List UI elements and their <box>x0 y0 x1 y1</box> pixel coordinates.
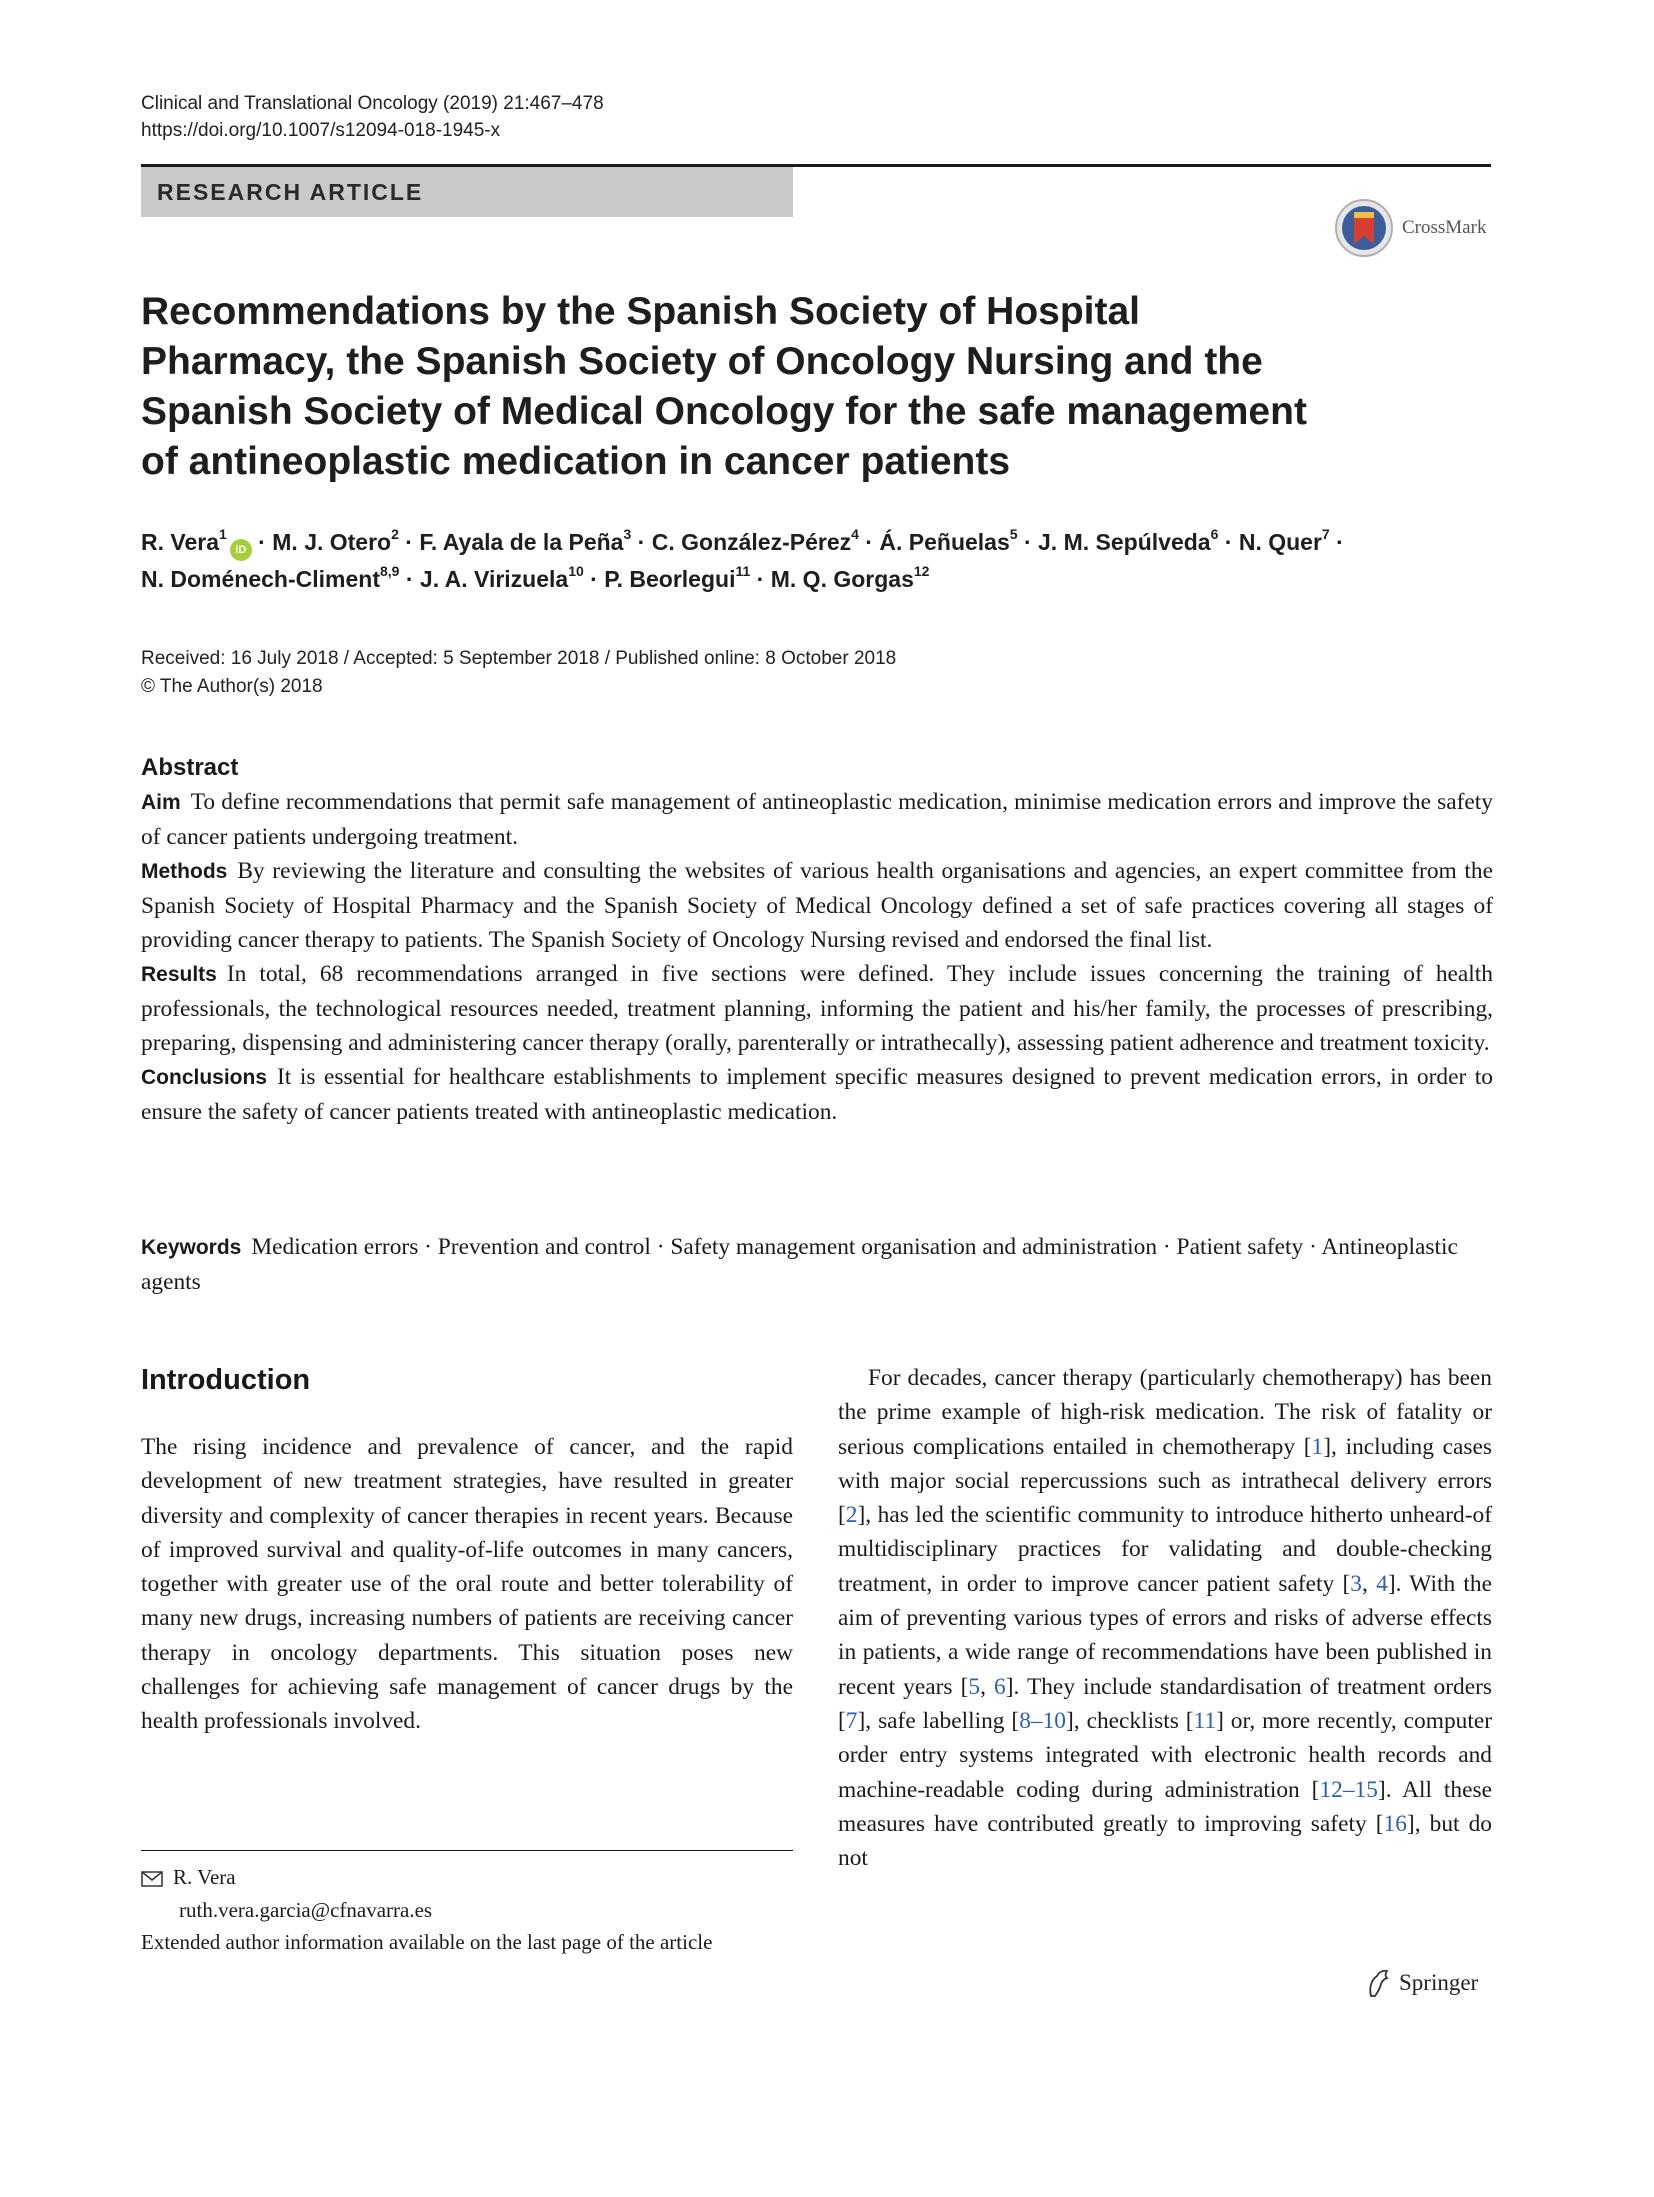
article-type-banner: RESEARCH ARTICLE <box>141 167 793 217</box>
crossmark-badge[interactable] <box>1334 196 1486 260</box>
abstract-label: Conclusions <box>141 1066 268 1089</box>
citation-link[interactable]: 16 <box>1383 1810 1407 1837</box>
author-name[interactable]: M. J. Otero <box>272 529 392 555</box>
affiliation-marker: 2 <box>391 526 399 543</box>
corresponding-author <box>141 1862 432 1925</box>
abstract <box>141 751 1493 1129</box>
publisher-name: Springer <box>1399 1970 1479 1995</box>
paragraph-text: For decades, cancer therapy (particularly chemotherapy) has been the prime example of high-risk medication. The risk of fatality or serious complications entailed in chemotherapy [ <box>838 1365 1492 1460</box>
introduction-paragraph-right <box>838 1361 1492 1875</box>
keywords <box>141 1230 1493 1299</box>
citation-link[interactable]: 11 <box>1193 1707 1217 1734</box>
citation-link[interactable]: 12–15 <box>1319 1776 1378 1803</box>
envelope-icon <box>141 1865 163 1895</box>
publisher-logo <box>1365 1968 1478 1998</box>
keywords-label: Keywords <box>141 1236 242 1259</box>
affiliation-marker: 6 <box>1210 526 1219 543</box>
paragraph-text: ], safe labelling [ <box>857 1707 1020 1734</box>
citation-link[interactable]: 1 <box>1311 1433 1324 1460</box>
crossmark-label: CrossMark <box>1402 217 1487 238</box>
affiliation-marker: 12 <box>913 563 930 580</box>
footnote-rule <box>141 1850 793 1851</box>
author-name[interactable]: J. M. Sepúlveda <box>1038 529 1211 555</box>
abstract-results <box>141 957 1493 1060</box>
article-title: Recommendations by the Spanish Society of Hospital Pharmacy, the Spanish Society of Oncology Nursing and the Spanish Society of Medical Oncology for the safe management of antineoplastic medication in cancer patients <box>141 290 1307 483</box>
author-name[interactable]: M. Q. Gorgas <box>770 566 914 592</box>
corresponding-author-name: R. Vera <box>173 1865 236 1889</box>
abstract-label: Methods <box>141 860 228 883</box>
citation-link[interactable]: 5 <box>968 1673 981 1700</box>
journal-info <box>141 90 604 144</box>
affiliation-marker: 10 <box>568 563 584 580</box>
author-name[interactable]: N. Quer <box>1238 529 1322 555</box>
crossmark-icon <box>1334 198 1394 258</box>
paragraph-text: ], including cases with major social repercussions such as intrathecal delivery errors [ <box>838 1433 1492 1529</box>
paragraph-text: ], but do not <box>838 1810 1492 1872</box>
citation-link[interactable]: 7 <box>845 1707 858 1734</box>
introduction-paragraph-left: The rising incidence and prevalence of cancer, and the rapid development of new treatment strategies, have resulted in greater diversity and complexity of cancer therapies in recent years. Because of improved survival and quality-of-life outcomes in many cancers, together with greater use of the oral route and better tolerability of many new drugs, increasing numbers of patients are receiving cancer therapy in oncology departments. This situation poses new challenges for achieving safe management of cancer drugs by the health professionals involved. <box>141 1434 793 1735</box>
paragraph-text: ], has led the scientific community to introduce hitherto unheard-of multidisciplinary practices for validating and double-checking treatment, in order to improve cancer patient safety [ <box>838 1502 1492 1597</box>
author-name[interactable]: F. Ayala de la Peña <box>419 529 624 555</box>
citation-link[interactable]: 6 <box>993 1673 1006 1700</box>
citation-link[interactable]: 8–10 <box>1019 1707 1066 1734</box>
author-name[interactable]: C. González-Pérez <box>651 529 852 555</box>
paragraph-text: , <box>980 1673 994 1700</box>
corresponding-author-email[interactable]: ruth.vera.garcia@cfnavarra.es <box>179 1898 433 1922</box>
affiliation-marker: 11 <box>735 563 751 580</box>
extended-author-info: Extended author information available on the last page of the article <box>141 1930 713 1954</box>
affiliation-marker: 8,9 <box>379 563 400 580</box>
paragraph-text: ]. They include standardisation of treatment orders [ <box>838 1673 1492 1734</box>
author-name[interactable]: R. Vera <box>141 529 219 555</box>
abstract-aim <box>141 785 1493 854</box>
abstract-label: Aim <box>141 791 181 814</box>
abstract-text: By reviewing the literature and consulting the websites of various health organisations and agencies, an expert committee from the Spanish Society of Hospital Pharmacy and the Spanish Society of Medical Oncology defined a set of safe practices covering all stages of providing cancer therapy to patients. The Spanish Society of Oncology Nursing revised and endorsed the final list. <box>141 858 1493 953</box>
abstract-text: To define recommendations that permit safe management of antineoplastic medication, minimise medication errors and improve the safety of cancer patients undergoing treatment. <box>141 789 1493 850</box>
author-name[interactable]: P. Beorlegui <box>604 566 736 592</box>
abstract-methods <box>141 854 1493 957</box>
author-list: R. Vera$^1$iD · M. J. Otero$^2$ · F. Ayala de la Peña$^3$ · C. González-Pérez$^4$ · Á. Peñuelas$^5$ · J. M. Sepúlveda$^6$ · N. Quer$^7$ · N. Doménech-Climent$^{8,9}$ · J. A. Virizuela$^{10}$ · P. Beorlegui$^{11}$ · M. Q. Gorgas$^{12}$ <box>141 526 1344 592</box>
affiliation-marker: 3 <box>623 526 632 543</box>
citation-link[interactable]: 2 <box>845 1502 858 1529</box>
abstract-label: Results <box>141 963 217 986</box>
abstract-text: In total, 68 recommendations arranged in five sections were defined. They include issues concerning the training of health professionals, the technological resources needed, treatment planning, informing the patient and his/her family, the processes of prescribing, preparing, dispensing and administering cancer therapy (orally, parenterally or intrathecally), assessing patient adherence and treatment toxicity. <box>141 961 1493 1056</box>
author-name[interactable]: Á. Peñuelas <box>879 529 1010 555</box>
publication-dates <box>141 645 896 701</box>
author-name[interactable]: J. A. Virizuela <box>419 566 569 592</box>
citation-link[interactable]: 3 <box>1350 1570 1362 1597</box>
doi-link[interactable]: https://doi.org/10.1007/s12094-018-1945-x <box>141 120 501 141</box>
abstract-conclusions <box>141 1060 1493 1129</box>
affiliation-marker: 5 <box>1009 526 1018 543</box>
copyright-notice: © The Author(s) 2018 <box>141 676 323 697</box>
author-name[interactable]: N. Doménech-Climent <box>141 566 380 592</box>
introduction-heading: Introduction <box>141 1364 311 1396</box>
paragraph-text: ]. With the aim of preventing various types of errors and risks of adverse effects in patients, a wide range of recommendations have been published in recent years [ <box>838 1570 1492 1700</box>
affiliation-marker: 1 <box>219 526 227 543</box>
paragraph-text: ] or, more recently, computer order entry systems integrated with electronic health records and machine-readable coding during administration [ <box>838 1707 1493 1803</box>
paragraph-text: , <box>1362 1570 1377 1597</box>
received-accepted-published: Received: 16 July 2018 / Accepted: 5 September 2018 / Published online: 8 October 2018 <box>141 648 897 669</box>
journal-citation: Clinical and Translational Oncology (2019) 21:467–478 <box>141 93 604 114</box>
springer-horse-icon <box>1365 1968 1391 1998</box>
affiliation-marker: 4 <box>851 526 859 543</box>
citation-link[interactable]: 4 <box>1376 1570 1388 1597</box>
keywords-text: Medication errors · Prevention and control · Safety management organisation and administration · Patient safety · Antineoplastic agents <box>141 1234 1458 1295</box>
paragraph-text: ]. All these measures have contributed greatly to improving safety [ <box>838 1776 1492 1837</box>
paragraph-text: ], checklists [ <box>1066 1707 1194 1734</box>
abstract-heading: Abstract <box>141 754 239 781</box>
orcid-icon[interactable]: iD <box>230 539 252 561</box>
affiliation-marker: 7 <box>1321 526 1330 543</box>
abstract-text: It is essential for healthcare establishments to implement specific measures designed to prevent medication errors, in order to ensure the safety of cancer patients treated with antineoplastic medication. <box>141 1064 1493 1125</box>
